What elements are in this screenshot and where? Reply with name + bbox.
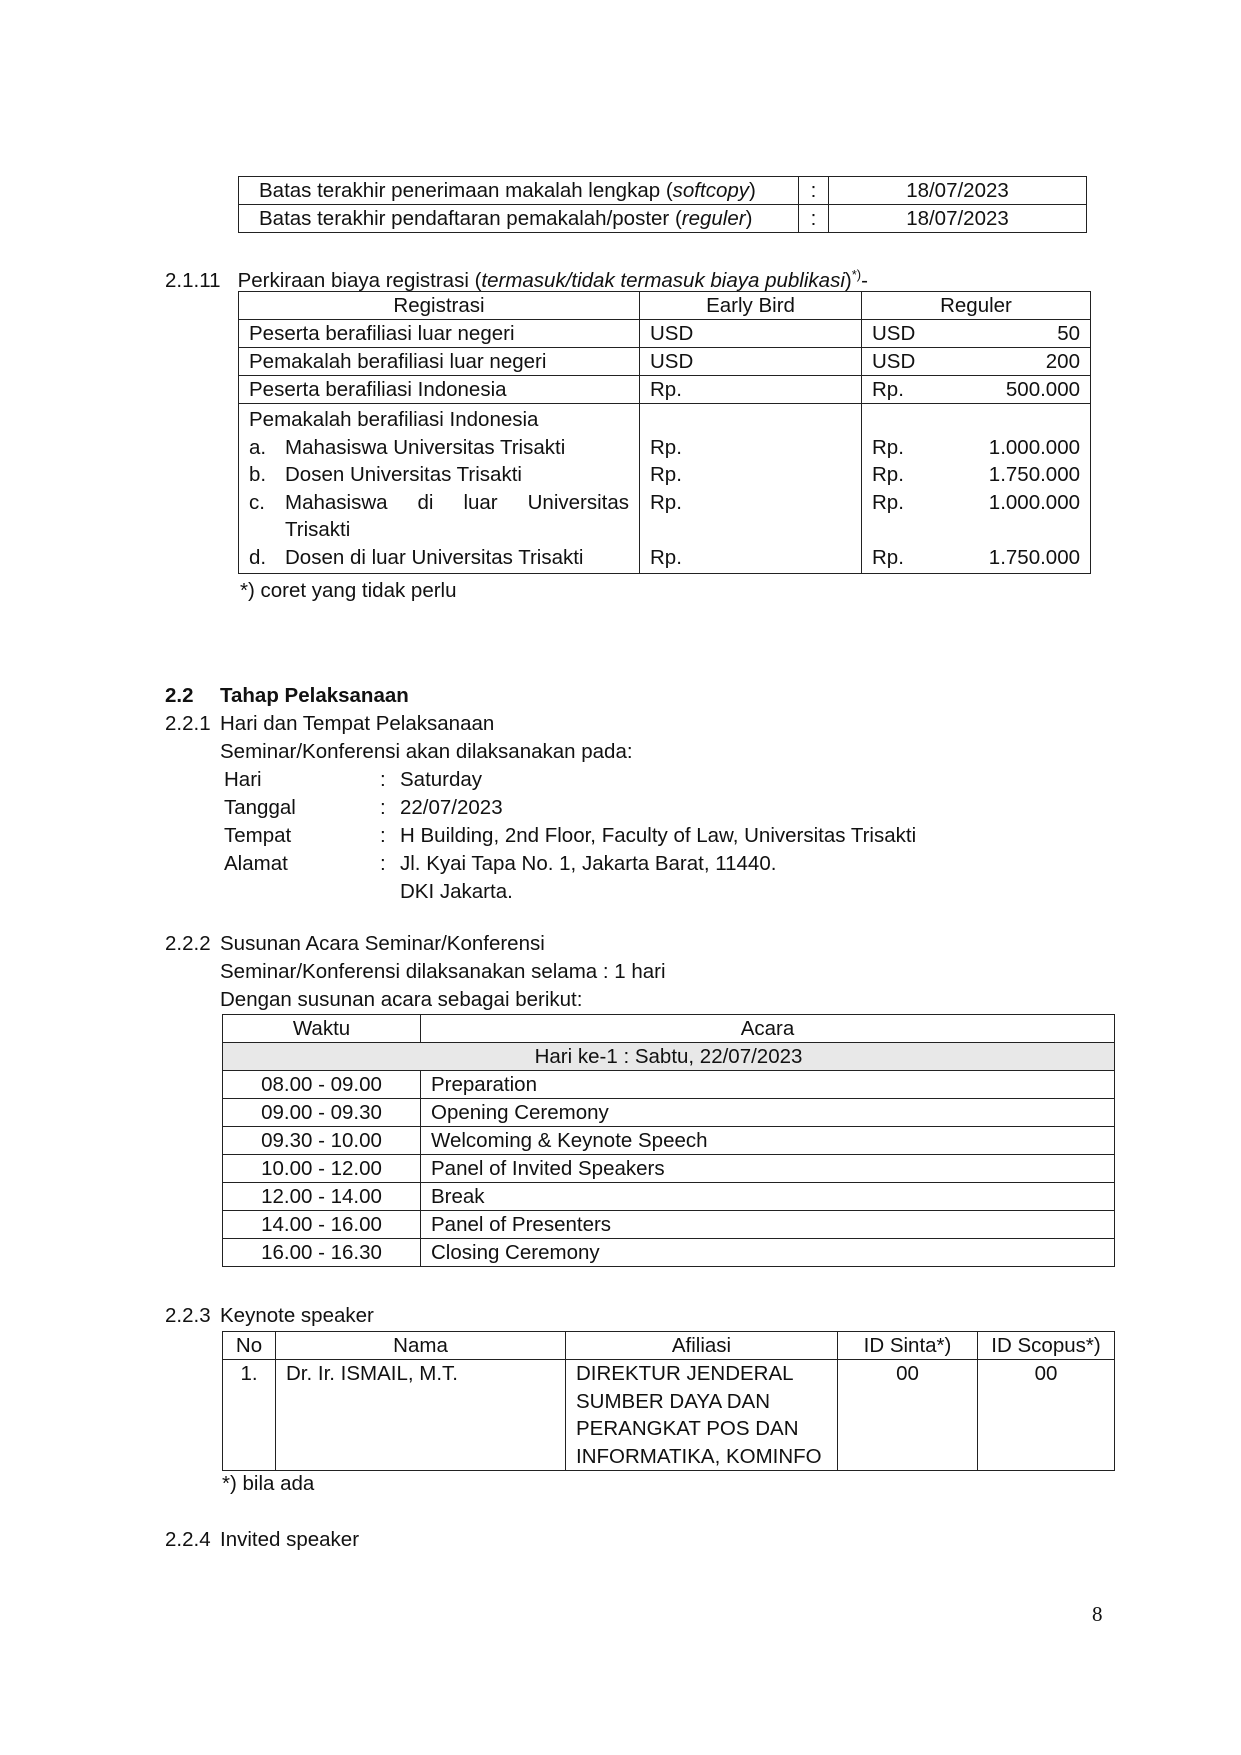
table-row [239,376,1091,404]
detail-row-alamat-cont [224,878,1024,906]
fee-group-label-cell [239,404,640,574]
column-header: Early Bird [640,292,862,320]
deadline-sep: : [799,205,829,233]
time-cell: 10.00 - 12.00 [223,1155,421,1183]
detail-row-tempat [224,822,1024,850]
fee-reguler [862,348,1091,376]
table-row [223,1183,1115,1211]
amount: 1.750.000 [988,463,1080,486]
currency: Rp. [872,378,904,401]
fee-label: Dosen di luar Universitas Trisakti [285,545,584,569]
fee-early-bird-cell [640,404,862,574]
table-row [223,1155,1115,1183]
no-cell: 1. [223,1360,276,1471]
list-marker: a. [249,435,267,459]
column-header: Acara [421,1015,1115,1043]
fee-label: Peserta berafiliasi luar negeri [239,320,640,348]
amount: 200 [1045,350,1080,373]
deadline-label: Batas terakhir penerimaan makalah lengkap (softcopy) [239,177,799,205]
fee-reguler [862,376,1091,404]
table-row [239,205,1087,233]
fee-reguler [872,461,1080,489]
fee-label: Dosen Universitas Trisakti [285,463,522,486]
amount: 1.750.000 [988,545,1080,569]
detail-key: Tanggal [224,796,296,819]
detail-value: DKI Jakarta. [400,880,513,903]
table-row-day [223,1043,1115,1071]
detail-row-tanggal [224,794,1024,822]
fee-early-bird: USD [640,348,862,376]
table-row [239,320,1091,348]
nama-cell: Dr. Ir. ISMAIL, M.T. [276,1360,566,1471]
fee-reguler-cell [862,404,1091,574]
currency: Rp. [872,463,904,486]
currency: Rp. [872,435,904,459]
column-header: Waktu [223,1015,421,1043]
section-title: Tahap Pelaksanaan [220,684,409,707]
section-number: 2.2.1 [165,712,211,735]
deadline-label: Batas terakhir pendaftaran pemakalah/poster (reguler) [239,205,799,233]
footnote-mark: *) [851,267,862,282]
section-2-1-11-heading [165,261,868,292]
section-2-2-4-heading [165,1526,359,1554]
detail-value: H Building, 2nd Floor, Faculty of Law, Universitas Trisakti [400,824,917,847]
section-title-tail: - [861,268,868,292]
section-2-2-1-heading [165,710,494,738]
fee-early-bird: Rp. [650,490,682,514]
event-cell: Preparation [421,1071,1115,1099]
event-cell: Panel of Presenters [421,1211,1115,1239]
list-marker: d. [249,545,267,569]
table-row [223,1071,1115,1099]
currency: USD [872,322,916,345]
column-header: Nama [276,1332,566,1360]
sinta-cell: 00 [838,1360,978,1471]
detail-value: Jl. Kyai Tapa No. 1, Jakarta Barat, 11440. [400,852,777,875]
currency: Rp. [872,490,904,514]
schedule-table [222,1014,1115,1267]
column-header: Registrasi [239,292,640,320]
detail-sep: : [380,824,386,847]
detail-row-alamat [224,850,1024,878]
section-title-end: ) [844,268,852,292]
keynote-footnote: *) bila ada [222,1472,315,1495]
afiliasi-line: INFORMATIKA, KOMINFO [576,1444,822,1468]
event-cell: Welcoming & Keynote Speech [421,1127,1115,1155]
detail-row-hari [224,766,1024,794]
table-row [223,1239,1115,1267]
afiliasi-line: SUMBER DAYA DAN [576,1389,771,1413]
amount: 1.000.000 [988,490,1080,514]
time-cell: 16.00 - 16.30 [223,1239,421,1267]
fee-label: Mahasiswa di luar Universitas [285,490,629,514]
table-row [223,1099,1115,1127]
deadline-date: 18/07/2023 [829,205,1087,233]
list-marker [249,516,285,544]
event-cell: Closing Ceremony [421,1239,1115,1267]
detail-key: Hari [224,768,262,791]
fee-label: Pemakalah berafiliasi luar negeri [239,348,640,376]
section-title: Invited speaker [220,1528,360,1551]
fee-reguler [872,489,1080,517]
fee-early-bird: Rp. [650,545,682,569]
deadline-table [238,176,1087,233]
afiliasi-line: PERANGKAT POS DAN [576,1417,799,1440]
currency: Rp. [872,545,904,569]
fee-label: Mahasiswa Universitas Trisakti [285,435,566,459]
fee-early-bird: Rp. [650,435,682,459]
time-cell: 09.30 - 10.00 [223,1127,421,1155]
deadline-sep: : [799,177,829,205]
schedule-intro: Seminar/Konferensi akan dilaksanakan pada: [220,740,633,763]
section-title: Perkiraan biaya registrasi ( [237,268,482,292]
section-title: Hari dan Tempat Pelaksanaan [220,712,495,735]
column-header: ID Sinta*) [838,1332,978,1360]
list-marker: c. [249,490,265,514]
time-cell: 12.00 - 14.00 [223,1183,421,1211]
detail-value: Saturday [400,768,483,791]
list-item [249,434,629,462]
page-number: 8 [1092,1602,1103,1626]
column-header: ID Scopus*) [978,1332,1115,1360]
section-title-italic: termasuk/tidak termasuk biaya publikasi [481,268,845,292]
detail-key: Alamat [224,852,288,875]
section-number: 2.2.2 [165,932,211,955]
afiliasi-cell [566,1360,838,1471]
amount: 50 [1057,322,1080,345]
list-item [249,461,629,489]
currency: USD [872,350,916,373]
fee-group-label: Pemakalah berafiliasi Indonesia [249,408,539,431]
detail-key: Tempat [224,824,292,847]
table-header-row [239,292,1091,320]
event-cell: Break [421,1183,1115,1211]
table-row [239,348,1091,376]
schedule-duration: Seminar/Konferensi dilaksanakan selama : 1 hari [220,960,666,983]
scopus-cell: 00 [978,1360,1115,1471]
table-header-row [223,1332,1115,1360]
schedule-lead: Dengan susunan acara sebagai berikut: [220,988,583,1011]
section-title: Susunan Acara Seminar/Konferensi [220,932,545,955]
fee-reguler [862,320,1091,348]
event-cell: Opening Ceremony [421,1099,1115,1127]
fee-early-bird: Rp. [640,376,862,404]
table-row-group [239,404,1091,574]
event-details [224,766,1024,906]
section-number: 2.2 [165,684,194,707]
section-2-2-heading [165,682,409,710]
time-cell: 14.00 - 16.00 [223,1211,421,1239]
fee-reguler [872,544,1080,572]
afiliasi-line: DIREKTUR JENDERAL [576,1362,794,1385]
detail-sep: : [380,768,386,791]
detail-sep: : [380,796,386,819]
detail-sep: : [380,852,386,875]
day-label: Hari ke-1 : Sabtu, 22/07/2023 [223,1043,1115,1071]
amount: 1.000.000 [988,435,1080,459]
table-row [223,1211,1115,1239]
table-row [223,1127,1115,1155]
list-item [249,489,629,517]
fee-reguler [872,434,1080,462]
fee-label-cont: Trisakti [285,518,351,541]
deadline-date: 18/07/2023 [829,177,1087,205]
column-header: Afiliasi [566,1332,838,1360]
keynote-table [222,1331,1115,1471]
section-title: Keynote speaker [220,1304,374,1327]
section-number: 2.2.3 [165,1304,211,1327]
table-header-row [223,1015,1115,1043]
column-header: Reguler [862,292,1091,320]
section-2-2-3-heading [165,1302,374,1330]
fee-label: Peserta berafiliasi Indonesia [239,376,640,404]
fee-early-bird: USD [640,320,862,348]
event-cell: Panel of Invited Speakers [421,1155,1115,1183]
fee-table [238,291,1091,574]
table-row [239,177,1087,205]
amount: 500.000 [1005,378,1080,401]
section-2-2-2-heading [165,930,545,958]
time-cell: 08.00 - 09.00 [223,1071,421,1099]
fee-footnote: *) coret yang tidak perlu [240,579,457,602]
section-number: 2.2.4 [165,1528,211,1551]
list-item [249,544,629,572]
detail-value: 22/07/2023 [400,796,503,819]
list-marker: b. [249,463,267,486]
list-item [249,516,629,544]
time-cell: 09.00 - 09.30 [223,1099,421,1127]
table-row [223,1360,1115,1471]
column-header: No [223,1332,276,1360]
section-number: 2.1.11 [165,268,221,292]
fee-early-bird: Rp. [650,463,682,486]
